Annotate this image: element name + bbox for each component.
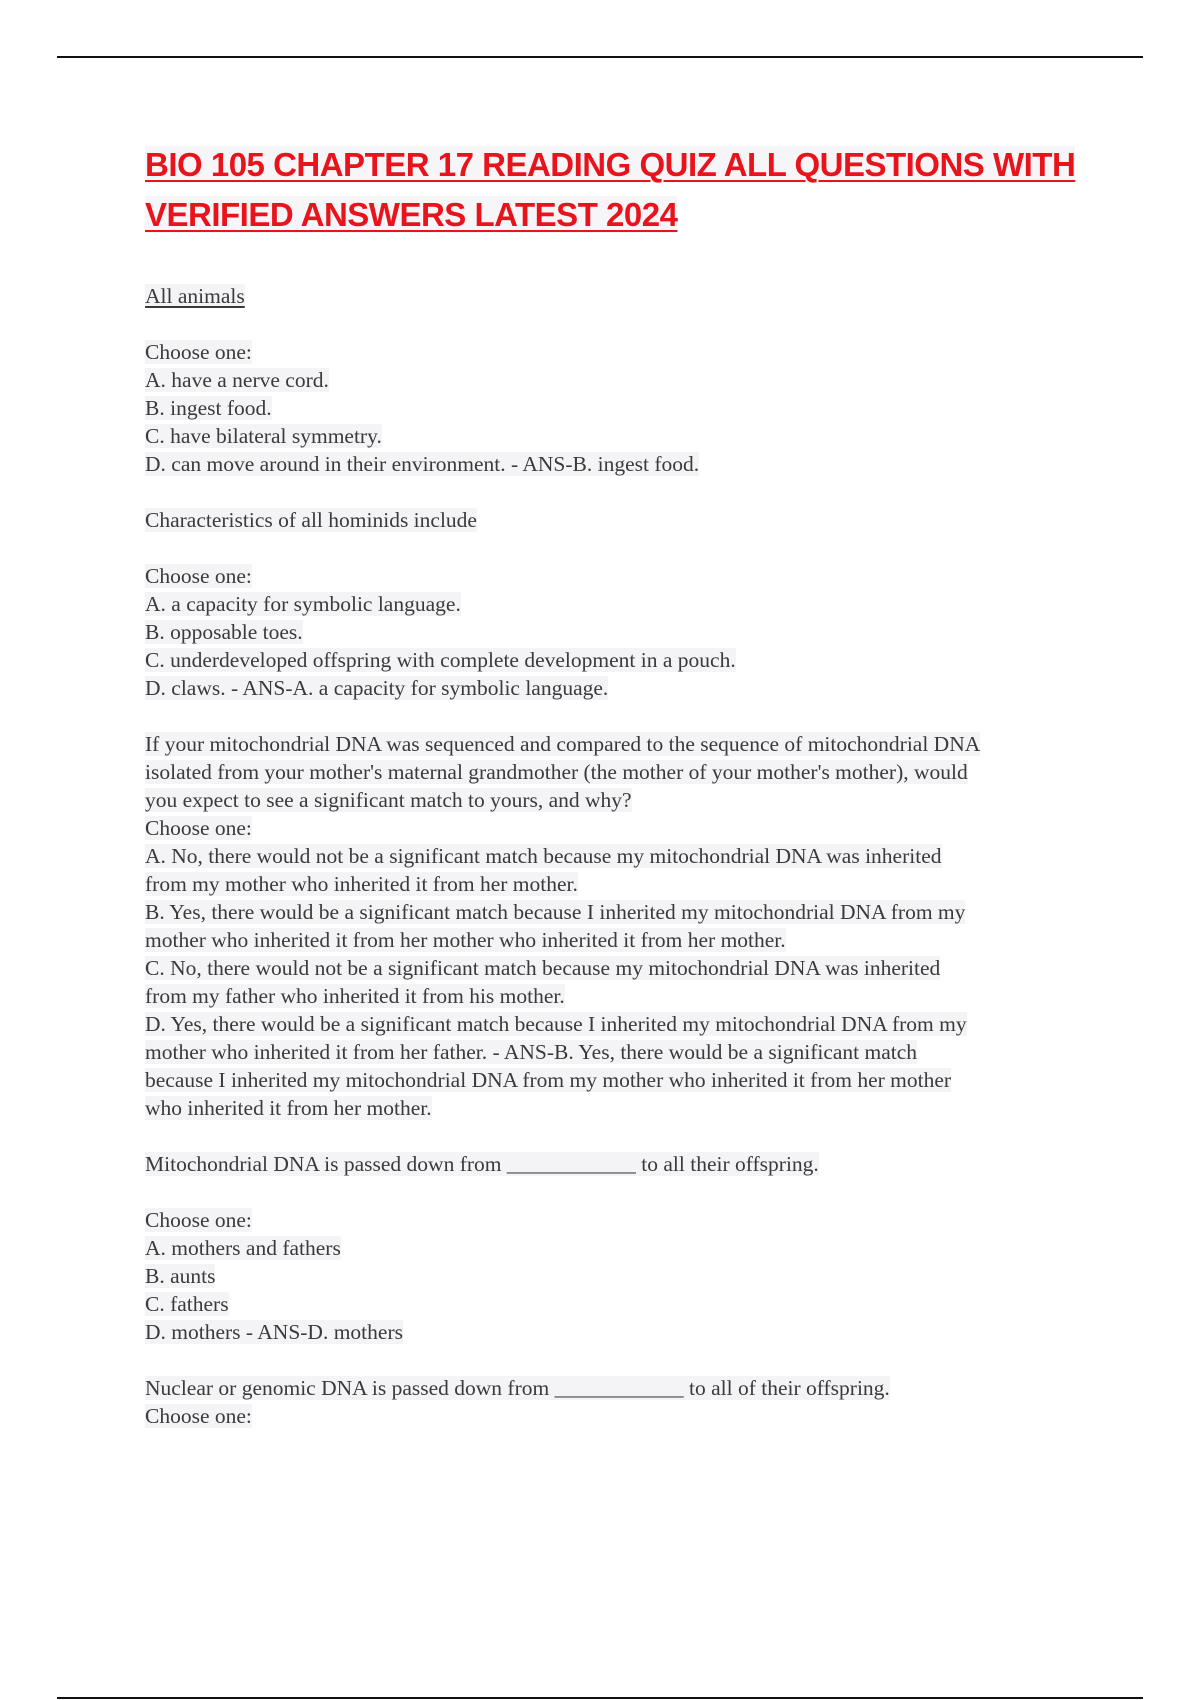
question-prompt: Mitochondrial DNA is passed down from ____________ to all their offspring. (145, 1152, 819, 1176)
question-4 (145, 1150, 1095, 1346)
option-a: A. mothers and fathers (145, 1236, 341, 1260)
option-c-line: from my father who inherited it from his mother. (145, 984, 565, 1008)
question-prompt: All animals (145, 284, 245, 308)
answer-line: because I inherited my mitochondrial DNA from my mother who inherited it from her mother (145, 1068, 952, 1092)
question-prompt: Nuclear or genomic DNA is passed down from ____________ to all of their offspring. (145, 1376, 890, 1400)
question-prompt-line: you expect to see a significant match to yours, and why? (145, 788, 632, 812)
option-b: B. ingest food. (145, 396, 272, 420)
question-prompt-line: isolated from your mother's maternal grandmother (the mother of your mother's mother), would (145, 760, 968, 784)
title-line-2: VERIFIED ANSWERS LATEST 2024 (145, 196, 678, 233)
option-d-answer: D. can move around in their environment. - ANS-B. ingest food. (145, 452, 700, 476)
option-d-answer: D. mothers - ANS-D. mothers (145, 1320, 403, 1344)
document-title (145, 140, 1095, 240)
quiz-content (145, 282, 1095, 1430)
question-3 (145, 730, 1095, 1122)
choose-label: Choose one: (145, 340, 252, 364)
question-2 (145, 506, 1095, 702)
option-a: A. have a nerve cord. (145, 368, 329, 392)
option-c: C. underdeveloped offspring with complete development in a pouch. (145, 648, 736, 672)
bottom-rule (57, 1697, 1143, 1699)
choose-label: Choose one: (145, 1208, 252, 1232)
choose-label: Choose one: (145, 564, 252, 588)
option-b-line: B. Yes, there would be a significant match because I inherited my mitochondrial DNA from my (145, 900, 966, 924)
question-prompt-line: If your mitochondrial DNA was sequenced and compared to the sequence of mitochondrial DNA (145, 732, 981, 756)
title-line-1: BIO 105 CHAPTER 17 READING QUIZ ALL QUESTIONS WITH (145, 146, 1076, 183)
option-c-line: C. No, there would not be a significant match because my mitochondrial DNA was inherited (145, 956, 941, 980)
option-c: C. have bilateral symmetry. (145, 424, 382, 448)
question-prompt: Characteristics of all hominids include (145, 508, 477, 532)
option-a-line: A. No, there would not be a significant match because my mitochondrial DNA was inherited (145, 844, 942, 868)
option-c: C. fathers (145, 1292, 229, 1316)
option-a: A. a capacity for symbolic language. (145, 592, 461, 616)
top-rule (57, 56, 1143, 58)
question-1 (145, 282, 1095, 478)
choose-label: Choose one: (145, 1404, 252, 1428)
document-body (145, 140, 1095, 1430)
option-d-answer-line: mother who inherited it from her father. - ANS-B. Yes, there would be a significant match (145, 1040, 918, 1064)
option-b-line: mother who inherited it from her mother who inherited it from her mother. (145, 928, 786, 952)
answer-line: who inherited it from her mother. (145, 1096, 432, 1120)
option-d-answer: D. claws. - ANS-A. a capacity for symbolic language. (145, 676, 609, 700)
choose-label: Choose one: (145, 816, 252, 840)
option-b: B. opposable toes. (145, 620, 303, 644)
option-a-line: from my mother who inherited it from her mother. (145, 872, 578, 896)
option-d-line: D. Yes, there would be a significant match because I inherited my mitochondrial DNA from my (145, 1012, 967, 1036)
option-b: B. aunts (145, 1264, 216, 1288)
question-5 (145, 1374, 1095, 1430)
